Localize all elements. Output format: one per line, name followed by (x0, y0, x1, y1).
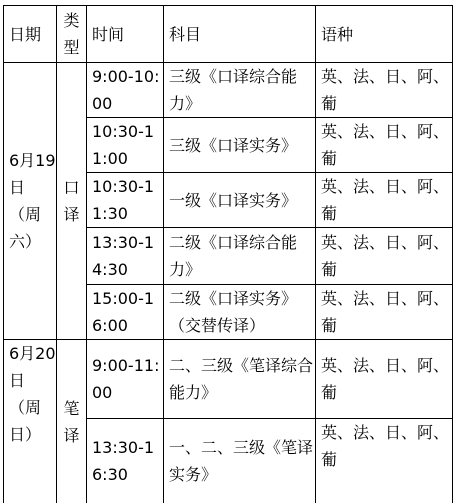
date-cell: 6月19日（周六） (4, 63, 57, 340)
time-cell: 15:00-16:00 (87, 285, 164, 340)
language-cell: 英、法、日、阿、葡 (316, 63, 453, 118)
header-language: 语种 (316, 6, 453, 63)
language-cell: 英、法、日、阿、葡 (316, 285, 453, 340)
language-cell: 英、法、日、阿、葡 (316, 173, 453, 228)
subject-cell: 一、二、三级《笔译实务》 (164, 419, 316, 504)
language-cell: 英、法、日、阿、葡 (316, 340, 453, 419)
type-cell: 笔译 (57, 340, 87, 504)
header-subject: 科目 (164, 6, 316, 63)
header-date: 日期 (4, 6, 57, 63)
subject-cell: 二、三级《笔译综合能力》 (164, 340, 316, 419)
subject-cell: 一级《口译实务》 (164, 173, 316, 228)
subject-cell: 三级《口译实务》 (164, 118, 316, 173)
subject-cell: 二级《口译综合能力》 (164, 228, 316, 285)
language-cell: 英、法、日、阿、葡 (316, 228, 453, 285)
subject-cell: 三级《口译综合能力》 (164, 63, 316, 118)
time-cell: 9:00-11:00 (87, 340, 164, 419)
language-cell: 英、法、日、阿、葡 (316, 118, 453, 173)
type-cell: 口译 (57, 63, 87, 340)
header-time: 时间 (87, 6, 164, 63)
date-cell: 6月20日（周日） (4, 340, 57, 504)
exam-schedule-table (3, 5, 453, 504)
table-row (4, 63, 453, 118)
time-cell: 9:00-10:00 (87, 63, 164, 118)
header-type: 类型 (57, 6, 87, 63)
table-row (4, 340, 453, 419)
language-cell: 英、法、日、阿、葡 (316, 419, 453, 504)
time-cell: 13:30-14:30 (87, 228, 164, 285)
subject-cell: 二级《口译实务》（交替传译） (164, 285, 316, 340)
time-cell: 13:30-16:30 (87, 419, 164, 504)
time-cell: 10:30-11:30 (87, 173, 164, 228)
time-cell: 10:30-11:00 (87, 118, 164, 173)
table-header-row (4, 6, 453, 63)
